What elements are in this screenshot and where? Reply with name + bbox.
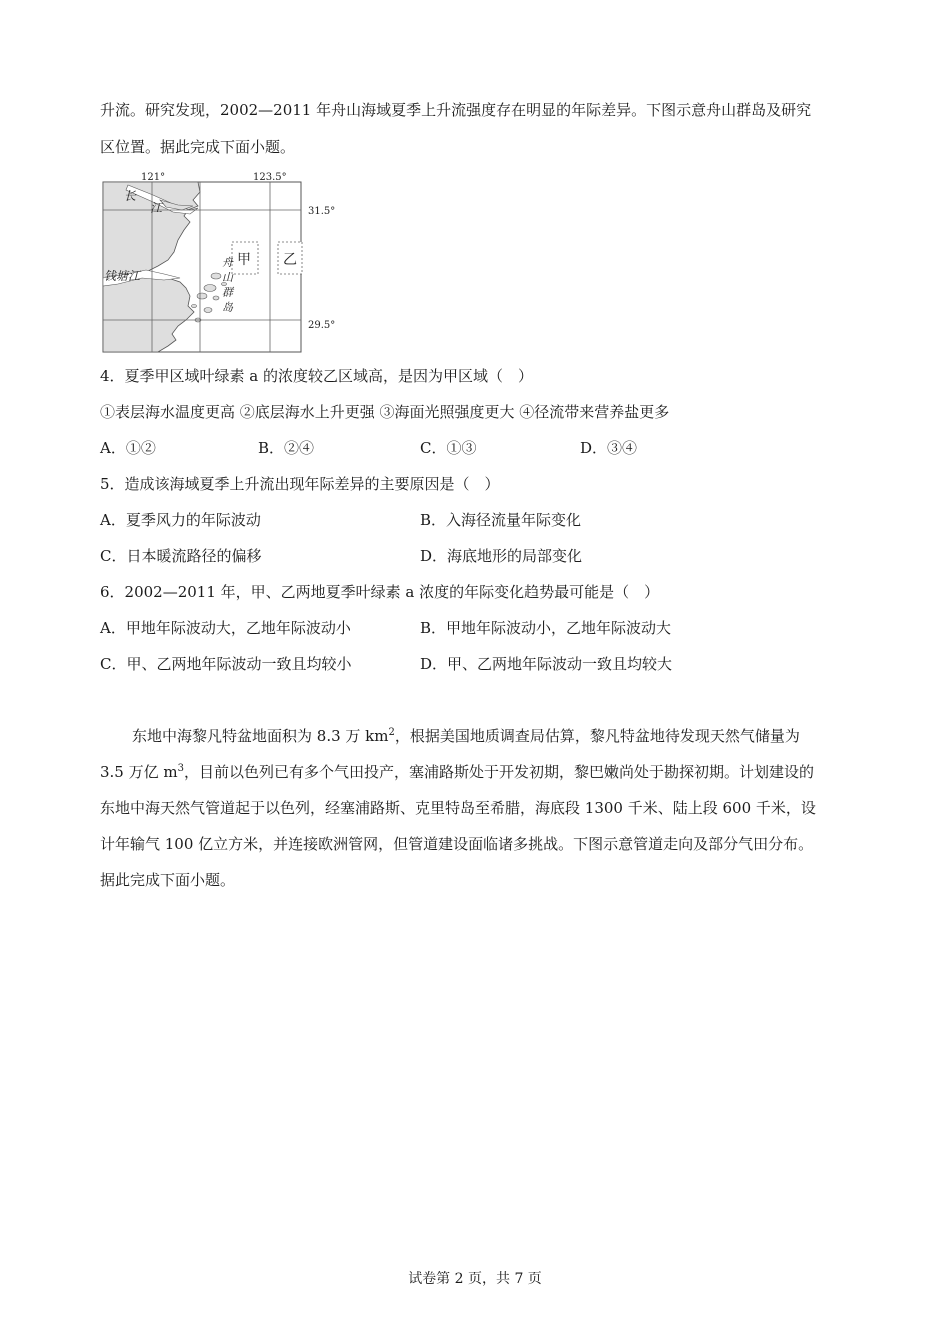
lon-label-left: 121° [141, 172, 166, 183]
q5-option-b[interactable]: B．入海径流量年际变化 [420, 511, 582, 529]
zhoushan-map [98, 170, 348, 360]
lon-label-right: 123.5° [253, 172, 287, 183]
passage-line-1: 东地中海黎凡特盆地面积为 8.3 万 $km^2$，根据美国地质调查局估算，黎凡特盆地待发现天然气储量为 [132, 727, 800, 745]
q4-items: ①表层海水温度更高 ②底层海水上升更强 ③海面光照强度更大 ④径流带来营养盐更多 [100, 403, 670, 421]
q4-stem: 4．夏季甲区域叶绿素 a 的浓度较乙区域高，是因为甲区域（ ） [100, 367, 534, 385]
q5-option-d[interactable]: D．海底地形的局部变化 [420, 547, 583, 565]
q6-option-d[interactable]: D．甲、乙两地年际波动一致且均较大 [420, 655, 673, 673]
region-yi-label: 乙 [283, 252, 297, 268]
q5-stem: 5．造成该海域夏季上升流出现年际差异的主要原因是（ ） [100, 475, 500, 493]
zhoushan-label-2: 山 [222, 271, 233, 284]
intro-line-2: 区位置。据此完成下面小题。 [100, 138, 296, 156]
passage-line-2: 3.5 万亿 $m^3$，目前以色列已有多个气田投产，塞浦路斯处于开发初期，黎巴嫩尚处于勘探初期。计划建设的 [100, 763, 815, 781]
q6-stem: 6．2002—2011 年，甲、乙两地夏季叶绿素 a 浓度的年际变化趋势最可能是（ ） [100, 583, 660, 601]
q6-option-a[interactable]: A．甲地年际波动大，乙地年际波动小 [100, 619, 351, 637]
zhoushan-label-3: 群 [222, 286, 233, 299]
q4-option-c[interactable]: C．①③ [420, 439, 477, 457]
passage-line-5: 据此完成下面小题。 [100, 871, 236, 889]
q6-option-c[interactable]: C．甲、乙两地年际波动一致且均较小 [100, 655, 352, 673]
q5-option-a[interactable]: A．夏季风力的年际波动 [100, 511, 261, 529]
zhoushan-label-1: 舟 [222, 256, 233, 269]
q6-option-b[interactable]: B．甲地年际波动小，乙地年际波动大 [420, 619, 672, 637]
q4-option-a[interactable]: A．①② [100, 439, 156, 457]
passage-line-4: 计年输气 100 亿立方米，并连接欧洲管网，但管道建设面临诸多挑战。下图示意管道走向及部分气田分布。 [100, 835, 814, 853]
qiantangjiang-label: 钱塘江 [104, 269, 141, 283]
q4-option-d[interactable]: D．③④ [580, 439, 638, 457]
region-jia-label: 甲 [237, 252, 251, 268]
q4-option-b[interactable]: B．②④ [258, 439, 315, 457]
intro-line-1: 升流。研究发现，2002—2011 年舟山海域夏季上升流强度存在明显的年际差异。下图示意舟山群岛及研究 [100, 101, 812, 119]
passage-line-3: 东地中海天然气管道起于以色列，经塞浦路斯、克里特岛至希腊，海底段 1300 千米、陆上段 600 千米，设 [100, 799, 816, 817]
q5-option-c[interactable]: C．日本暖流路径的偏移 [100, 547, 262, 565]
changjiang-label-1: 长 [124, 189, 137, 203]
changjiang-label-2: 江 [150, 201, 163, 215]
lat-label-top: 31.5° [308, 206, 336, 217]
zhoushan-label-4: 岛 [222, 301, 233, 314]
page-footer: 试卷第 2 页，共 7 页 [408, 1271, 542, 1287]
lat-label-bottom: 29.5° [308, 320, 336, 331]
